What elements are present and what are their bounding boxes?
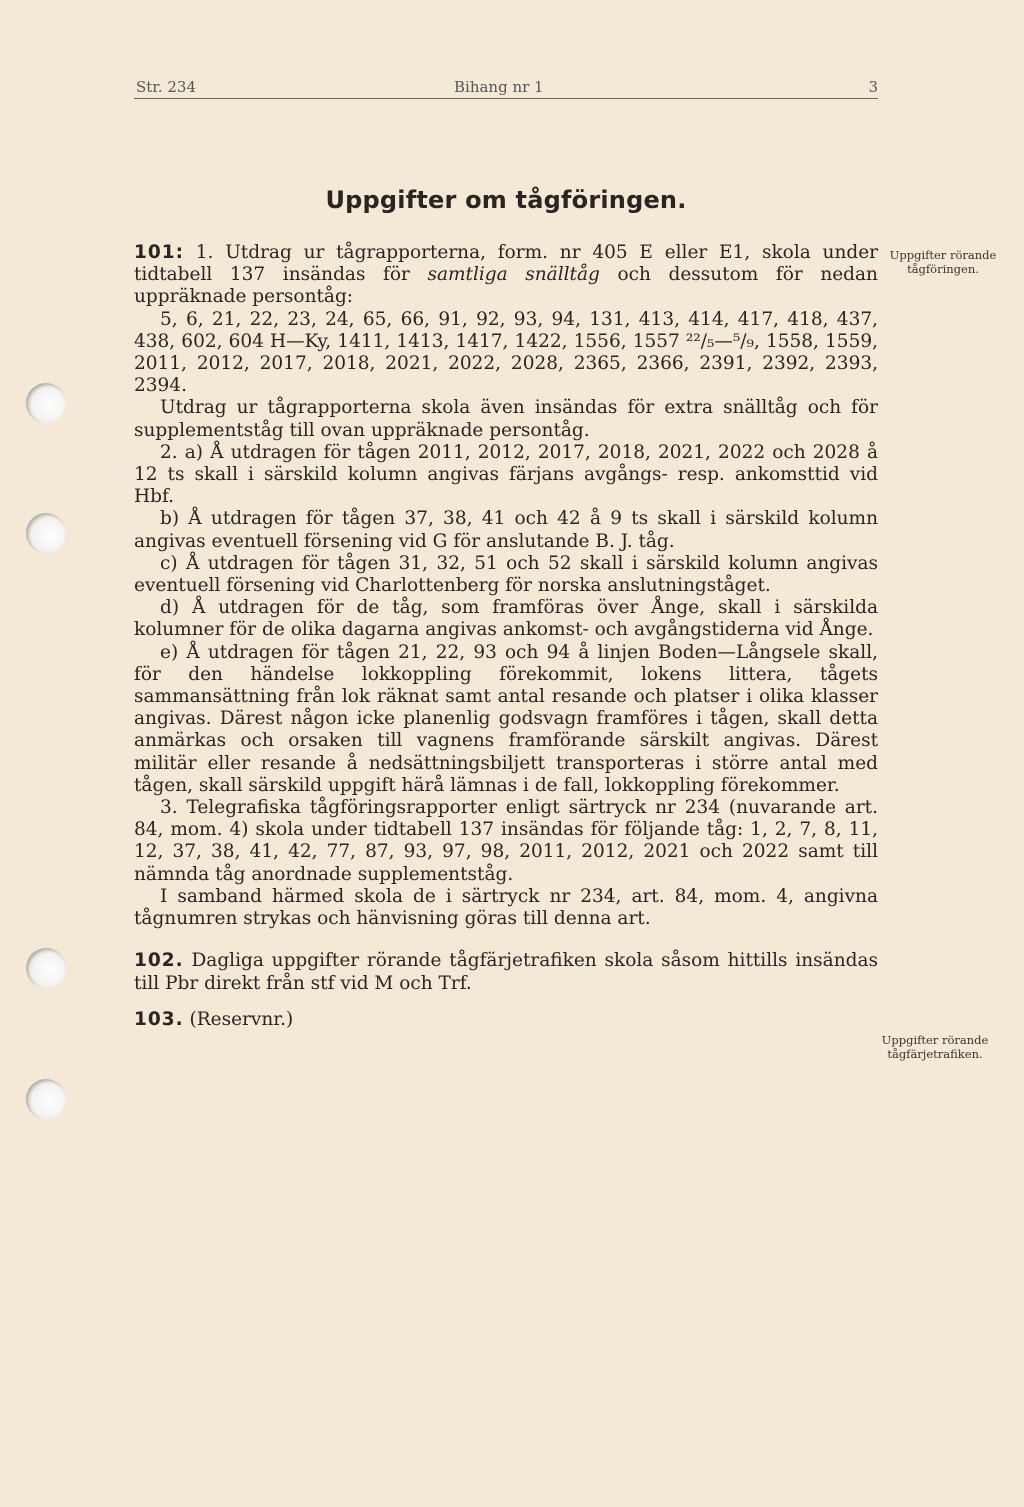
emphasis: samtliga snälltåg bbox=[427, 264, 600, 286]
text-run: Dagliga uppgifter rörande tågfärjetrafiken skola såsom hittills insändas till Pbr direkt från stf vid M och Trf. bbox=[134, 950, 878, 994]
header-center: Bihang nr 1 bbox=[454, 78, 544, 96]
section-103 bbox=[134, 1009, 878, 1031]
punch-hole bbox=[26, 948, 66, 988]
section-102 bbox=[134, 950, 878, 994]
section-101-p9: 3. Telegrafiska tågföringsrapporter enligt särtryck nr 234 (nuvarande art. 84, mom. 4) skola under tidtabell 137 insändas för följande tåg: 1, 2, 7, 8, 11, 12, 37, 38, 41, 42, 77, 87, 93, 97, 98, 2011, 2012, 2021 och 2022 samt till nämnda tåg anordnade supplementståg. bbox=[134, 797, 878, 885]
page-title: Uppgifter om tågföringen. bbox=[325, 186, 687, 214]
section-101-p8: e) Å utdragen för tågen 21, 22, 93 och 94 å linjen Boden—Långsele skall, för den händelse lokkoppling förekommit, lokens littera, tågets sammansättning från lok räknat samt antal resande och platser i olika klasser angivas. Därest någon icke planenlig godsvagn framföres i tågen, skall detta anmärkas och orsaken till vagnens framförande särskilt angivas. Därest militär eller resande å nedsättningsbiljett transporteras i större antal med tågen, skall särskild uppgift härå lämnas i de fall, lokkoppling förekommer. bbox=[134, 641, 878, 796]
spacer bbox=[134, 995, 878, 1009]
section-101-p4: 2. a) Å utdragen för tågen 2011, 2012, 2017, 2018, 2021, 2022 och 2028 å 12 ts skall i särskild kolumn angivas färjans avgångs- resp. ankomsttid vid Hbf. bbox=[134, 441, 878, 508]
header-left: Str. 234 bbox=[136, 78, 196, 96]
section-number: 102. bbox=[134, 950, 184, 972]
punch-hole bbox=[26, 1079, 66, 1119]
page-number: 3 bbox=[868, 78, 878, 96]
section-101-p7: d) Å utdragen för de tåg, som framföras över Ånge, skall i särskilda kolumner för de olika dagarna angivas ankomst- och avgångstiderna vid Ånge. bbox=[134, 597, 878, 641]
section-number: 101: bbox=[134, 242, 185, 263]
body-text bbox=[134, 242, 878, 1031]
text-run: och dessutom för nedan uppräknade persontåg: bbox=[134, 264, 878, 308]
margin-note-102: Uppgifter rörande tågfärjetrafiken. bbox=[881, 1033, 989, 1061]
section-101-p10: I samband härmed skola de i särtryck nr 234, art. 84, mom. 4, angivna tågnumren strykas och hänvisning göras till denna art. bbox=[134, 885, 878, 930]
margin-note-101: Uppgifter rörande tågföringen. bbox=[889, 248, 997, 276]
section-101-p1 bbox=[134, 242, 878, 309]
punch-hole bbox=[26, 383, 66, 423]
section-101-p3: Utdrag ur tågrapporterna skola även insändas för extra snälltåg och för supplementståg till ovan uppräknade persontåg. bbox=[134, 397, 878, 441]
punch-hole bbox=[26, 513, 66, 553]
text-run: 1. Utdrag ur tågrapporterna, form. nr 405 E eller E1, skola under tidtabell 137 insändas för bbox=[134, 242, 878, 286]
section-101-p2: 5, 6, 21, 22, 23, 24, 65, 66, 91, 92, 93, 94, 131, 413, 414, 417, 418, 437, 438, 602, 604 H—Ky, 1411, 1413, 1417, 1422, 1556, 1557 ²²/₅—⁵/₉, 1558, 1559, 2011, 2012, 2017, 2018, 2021, 2022, 2028, 2365, 2366, 2391, 2392, 2393, 2394. bbox=[134, 308, 878, 397]
section-number: 103. bbox=[134, 1008, 184, 1030]
running-head bbox=[134, 78, 878, 99]
spacer bbox=[134, 930, 878, 950]
section-101-p6: c) Å utdragen för tågen 31, 32, 51 och 52 skall i särskild kolumn angivas eventuell försening vid Charlottenberg för norska anslutningståget. bbox=[134, 552, 878, 597]
section-101-p5: b) Å utdragen för tågen 37, 38, 41 och 42 å 9 ts skall i särskild kolumn angivas eventuell försening vid G för anslutande B. J. tåg. bbox=[134, 508, 878, 552]
text-run: (Reservnr.) bbox=[183, 1008, 294, 1030]
